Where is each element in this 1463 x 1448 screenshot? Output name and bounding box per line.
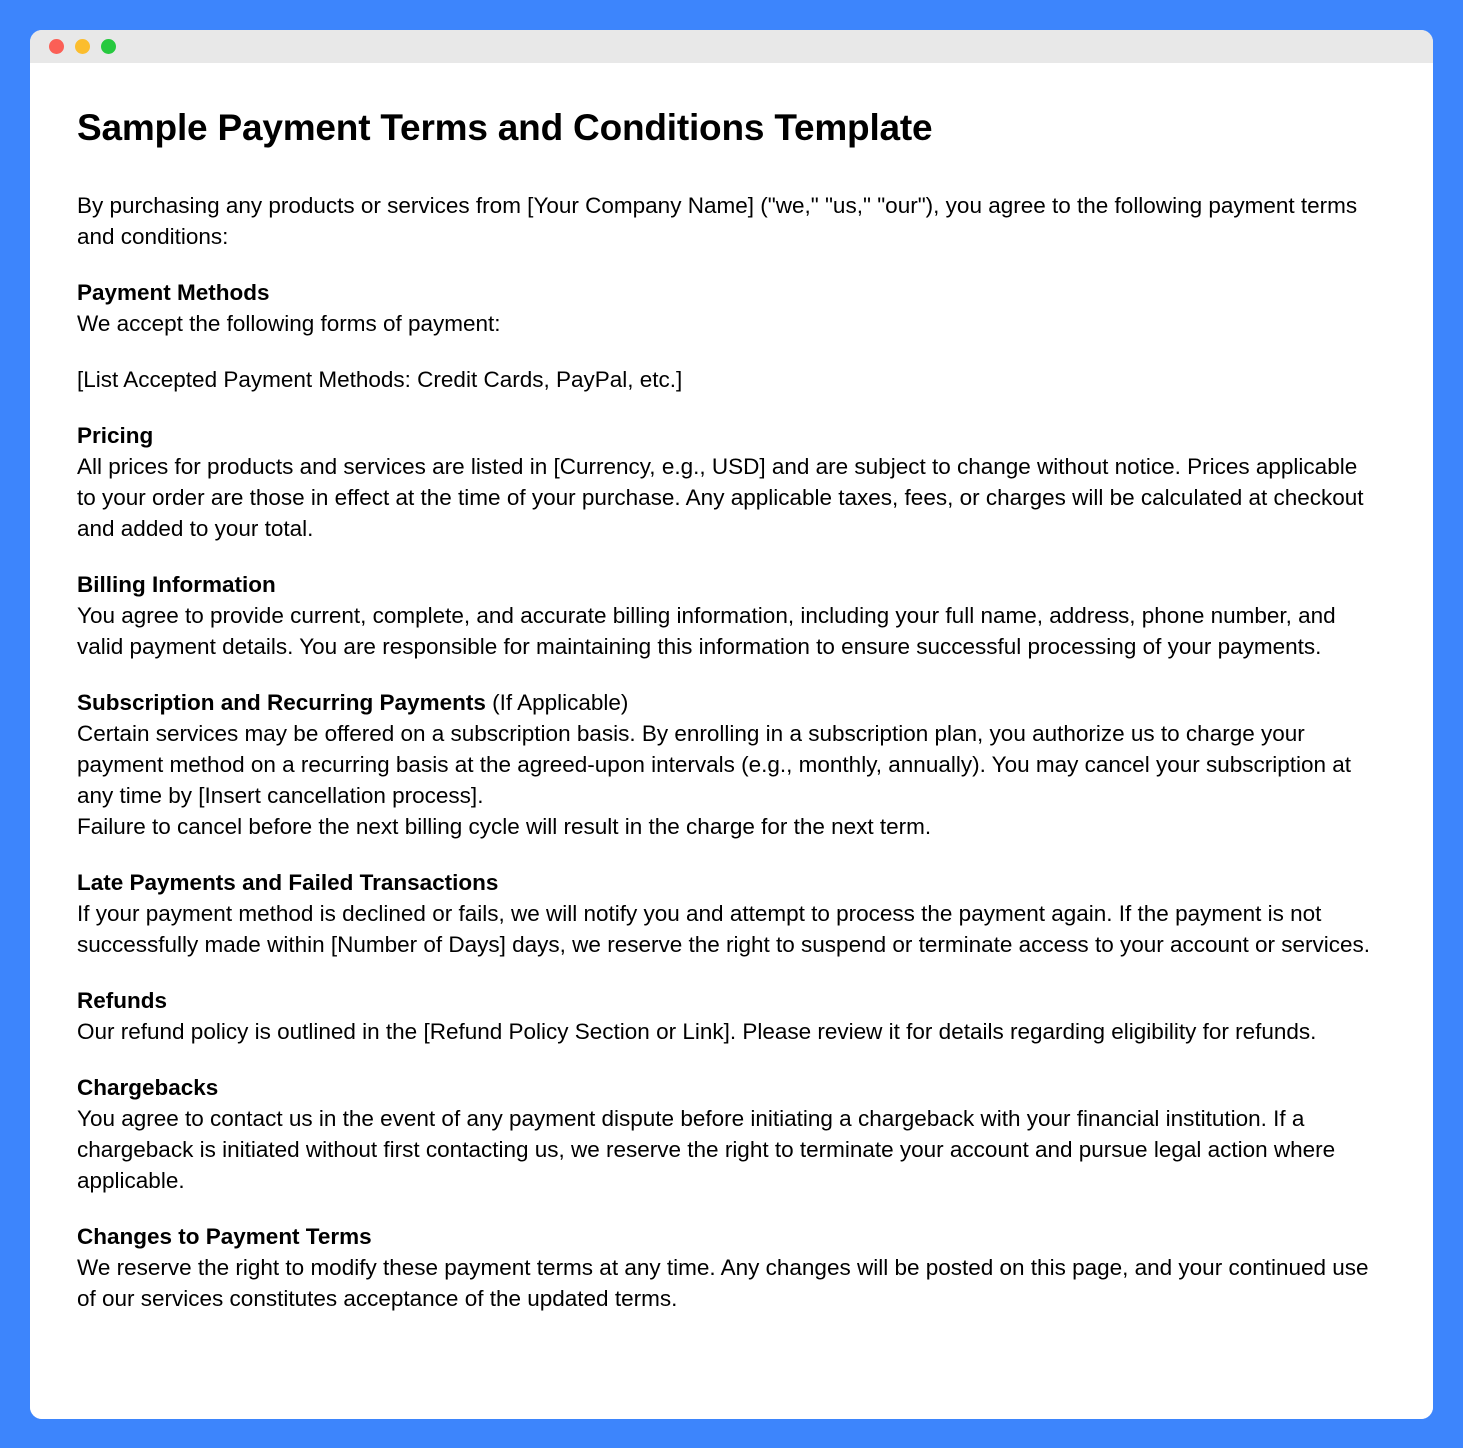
section-refunds: [77, 985, 1379, 1047]
section-body-refunds: Our refund policy is outlined in the [Refund Policy Section or Link]. Please review it for details regarding eligibility for refunds.: [77, 1018, 1317, 1044]
browser-window: [30, 30, 1433, 1419]
section-heading-payment-methods: Payment Methods: [77, 279, 270, 305]
section-body-payment-methods-list: [List Accepted Payment Methods: Credit Cards, PayPal, etc.]: [77, 366, 683, 392]
section-body-chargebacks: You agree to contact us in the event of any payment dispute before initiating a chargeback with your financial institution. If a chargeback is initiated without first contacting us, we reserve the right to terminate your account and pursue legal action where applicable.: [77, 1105, 1336, 1193]
section-body-pricing: All prices for products and services are listed in [Currency, e.g., USD] and are subject to change without notice. Prices applicable to your order are those in effect at the time of your purchase. Any applicable taxes, fees, or charges will be calculated at checkout and added to your total.: [77, 453, 1364, 541]
section-changes-to-payment-terms: [77, 1221, 1379, 1314]
section-body-payment-methods: We accept the following forms of payment:: [77, 310, 501, 336]
section-subscription-recurring-payments: [77, 687, 1379, 842]
section-heading-suffix-subscription: (If Applicable): [485, 689, 629, 715]
section-pricing: [77, 420, 1379, 544]
section-heading-subscription-recurring-payments: Subscription and Recurring Payments: [77, 689, 486, 715]
section-heading-billing-information: Billing Information: [77, 571, 276, 597]
section-body-subscription-recurring-payments: Certain services may be offered on a subscription basis. By enrolling in a subscription plan, you authorize us to charge your payment method on a recurring basis at the agreed-upon intervals (e.g., monthly, annually). You may cancel your subscription at any time by [Insert cancellation process].: [77, 720, 1352, 808]
section-heading-pricing: Pricing: [77, 422, 154, 448]
maximize-window-icon[interactable]: [101, 39, 116, 54]
minimize-window-icon[interactable]: [75, 39, 90, 54]
section-body-billing-information: You agree to provide current, complete, and accurate billing information, including your full name, address, phone number, and valid payment details. You are responsible for maintaining this information to ensure successful processing of your payments.: [77, 602, 1336, 659]
section-body-changes-to-payment-terms: We reserve the right to modify these payment terms at any time. Any changes will be posted on this page, and your continued use of our services constitutes acceptance of the updated terms.: [77, 1254, 1369, 1311]
section-body-late-payments-failed-transactions: If your payment method is declined or fails, we will notify you and attempt to process the payment again. If the payment is not successfully made within [Number of Days] days, we reserve the right to suspend or terminate access to your account or services.: [77, 900, 1371, 957]
section-billing-information: [77, 569, 1379, 662]
section-heading-late-payments-failed-transactions: Late Payments and Failed Transactions: [77, 869, 499, 895]
section-payment-methods: [77, 277, 1379, 339]
title-bar: [30, 30, 1433, 63]
close-window-icon[interactable]: [49, 39, 64, 54]
section-body-subscription-recurring-payments-line2: Failure to cancel before the next billing cycle will result in the charge for the next term.: [77, 813, 932, 839]
section-heading-refunds: Refunds: [77, 987, 167, 1013]
section-heading-changes-to-payment-terms: Changes to Payment Terms: [77, 1223, 372, 1249]
section-late-payments-failed-transactions: [77, 867, 1379, 960]
section-payment-methods-list: [77, 364, 1379, 395]
section-chargebacks: [77, 1072, 1379, 1196]
section-heading-chargebacks: Chargebacks: [77, 1074, 219, 1100]
intro-paragraph: By purchasing any products or services from [Your Company Name] ("we," "us," "our"), you agree to the following payment terms and conditions:: [77, 192, 1358, 249]
page-title: Sample Payment Terms and Conditions Template: [77, 107, 933, 148]
document-content: [30, 63, 1433, 1419]
